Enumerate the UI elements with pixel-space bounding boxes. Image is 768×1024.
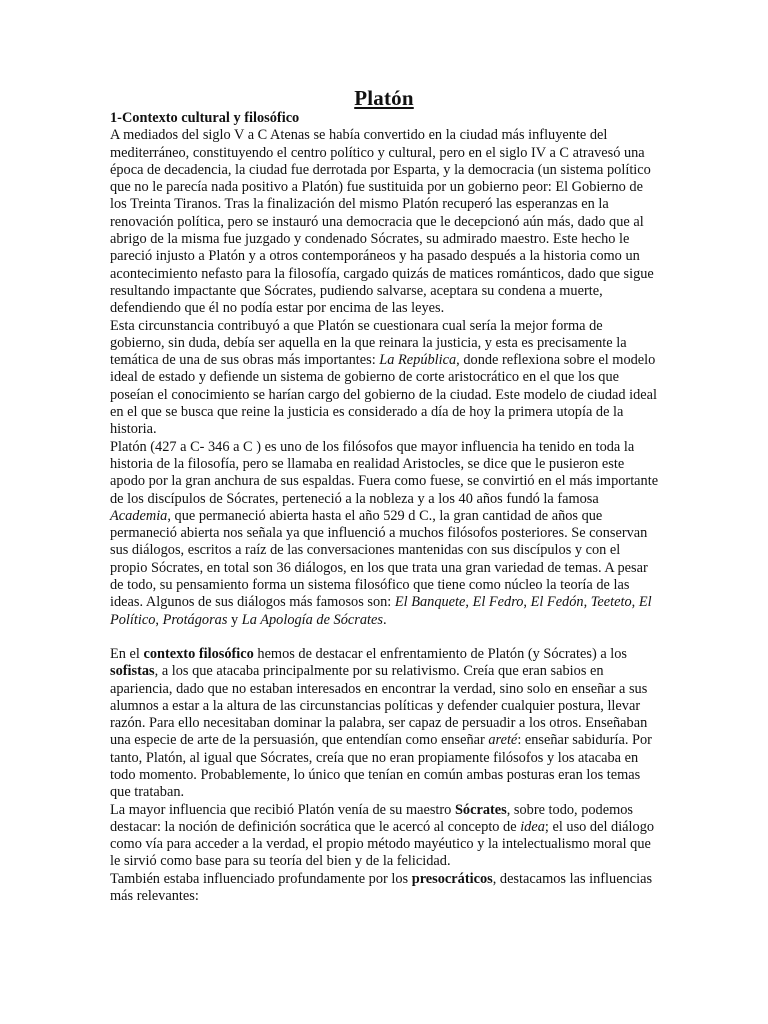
separator: , <box>523 594 531 611</box>
separator: y <box>227 611 242 628</box>
work-title-fedon: El Fedón <box>530 594 584 611</box>
separator: , <box>631 594 639 611</box>
work-title-republica: La República <box>379 352 457 369</box>
work-title-banquete: El Banquete <box>394 594 466 611</box>
separator: , <box>583 594 591 611</box>
term-contexto-filosofico: contexto filosófico <box>143 645 254 662</box>
term-sofistas: sofistas <box>110 663 155 680</box>
work-title-fedro: El Fedro <box>472 594 524 611</box>
text-span: , a los que atacaba principalmente por su relativismo. Creía que eran sabios en apariencia, dado que no estaban interesados en encontrar la verdad, sino solo en enseñar a sus alumnos a estar a la altura de las circunstancias políticas y defender cualquier postura, llevar razón. Para ello necesitaban dominar la palabra, ser capaz de persuadir a los otros. Enseñaban una especie de arte de la persuasión, que entendían como enseñar <box>110 663 648 749</box>
separator: , <box>465 594 473 611</box>
text-span: También estaba influenciado profundamente por los <box>110 870 412 887</box>
work-title-politico: El Político <box>110 594 652 628</box>
term-presocraticos: presocráticos <box>411 870 493 887</box>
paragraph-presocraticos <box>110 871 660 906</box>
term-arete: areté <box>488 732 518 749</box>
text-span: : enseñar sabiduría. Por tanto, Platón, al igual que Sócrates, creía que no eran propiamente filósofos y los atacaba en todo momento. Probablemente, lo único que tenían en común ambas posturas eran los temas que trataban. <box>110 732 652 801</box>
work-title-apologia: La Apología de Sócrates <box>241 611 383 628</box>
separator: . <box>382 611 387 628</box>
text-span: La mayor influencia que recibió Platón venía de su maestro <box>110 801 455 818</box>
paragraph-sofistas <box>110 646 660 802</box>
work-title-protagoras: Protágoras <box>162 611 228 628</box>
paragraph-socrates-influence <box>110 802 660 871</box>
work-title-teeteto: Teeteto <box>590 594 632 611</box>
term-academia: Academia <box>110 507 168 524</box>
separator: , <box>155 611 163 628</box>
text-span: hemos de destacar el enfrentamiento de Platón (y Sócrates) a los <box>253 645 628 662</box>
text-span: ; el uso del diálogo como vía para acceder a la verdad, el propio método mayéutico y la intelectualismo moral que le sirvió como base para su teoría del bien y de la felicidad. <box>110 818 655 870</box>
document-body <box>110 110 660 905</box>
term-socrates: Sócrates <box>454 801 507 818</box>
term-idea: idea <box>520 818 545 835</box>
text-span: , sobre todo, podemos destacar: la noción de definición socrática que le acercó al concepto de <box>110 801 634 835</box>
paragraph-plato-bio <box>110 439 660 629</box>
section-heading: 1-Contexto cultural y filosófico <box>110 110 300 126</box>
text-span: Esta circunstancia contribuyó a que Platón se cuestionara cual sería la mejor forma de gobierno, sin duda, debía ser aquella en la que reinara la justicia, y esta es precisamente la temática de una de sus obras más importantes: <box>110 317 627 369</box>
text-span: , destacamos las influencias más relevantes: <box>110 870 653 905</box>
text-span: , que permaneció abierta hasta el año 529 d C., la gran cantidad de años que permaneció abierta nos señala ya que influenció a muchos filósofos posteriores. Se conservan sus diálogos, escritos a raíz de las conversaciones mantenidas con sus discípulos y con el propio Sócrates, en total son 36 diálogos, en los que trata una gran variedad de temas. A pesar de todo, su pensamiento forma un sistema filosófico que tiene como núcleo la teoría de las ideas. Algunos de sus diálogos más famosos son: <box>110 507 648 611</box>
paragraph-context-athens: A mediados del siglo V a C Atenas se había convertido en la ciudad más influyente del mediterráneo, constituyendo el centro político y cultural, pero en el siglo IV a C atravesó una época de decadencia, la ciudad fue derrotada por Esparta, y la democracia (un sistema político que no le parecía nada positivo a Platón) fue sustituida por un gobierno peor: El Gobierno de los Treinta Tiranos. Tras la finalización del mismo Platón recuperó las esperanzas en la renovación política, pero se instauró una democracia que le decepcionó aún más, dado que al abrigo de la misma fue juzgado y condenado Sócrates, su admirado maestro. Este hecho le pareció injusto a Platón y a otros contemporáneos y ha pasado después a la historia como un acontecimiento nefasto para la filosofía, cargado quizás de matices románticos, dado que sigue resultando impactante que Sócrates, pudiendo salvarse, aceptara su condena a muerte, defendiendo que él no podía estar por encima de las leyes. <box>110 127 654 317</box>
paragraph-republic <box>110 318 660 439</box>
page-title: Platón <box>354 86 414 110</box>
text-span: En el <box>110 645 144 662</box>
paragraph-gap <box>110 629 660 646</box>
text-span: Platón (427 a C- 346 a C ) es uno de los filósofos que mayor influencia ha tenido en toda la historia de la filosofía, pero se llamaba en realidad Aristocles, se dice que le pusieron este apodo por la gran anchura de sus espaldas. Fuera como fuese, se convirtió en el más importante de los discípulos de Sócrates, perteneció a la nobleza y a los 40 años fundó la famosa <box>110 438 659 507</box>
text-span: , donde reflexiona sobre el modelo ideal de estado y defiende un sistema de gobierno de corte aristocrático en el que los que poseían el conocimiento se harían cargo del gobierno de la ciudad. Este modelo de ciudad ideal en el que se busca que reine la justicia es considerado a día de hoy la primera utopía de la historia. <box>110 352 657 438</box>
